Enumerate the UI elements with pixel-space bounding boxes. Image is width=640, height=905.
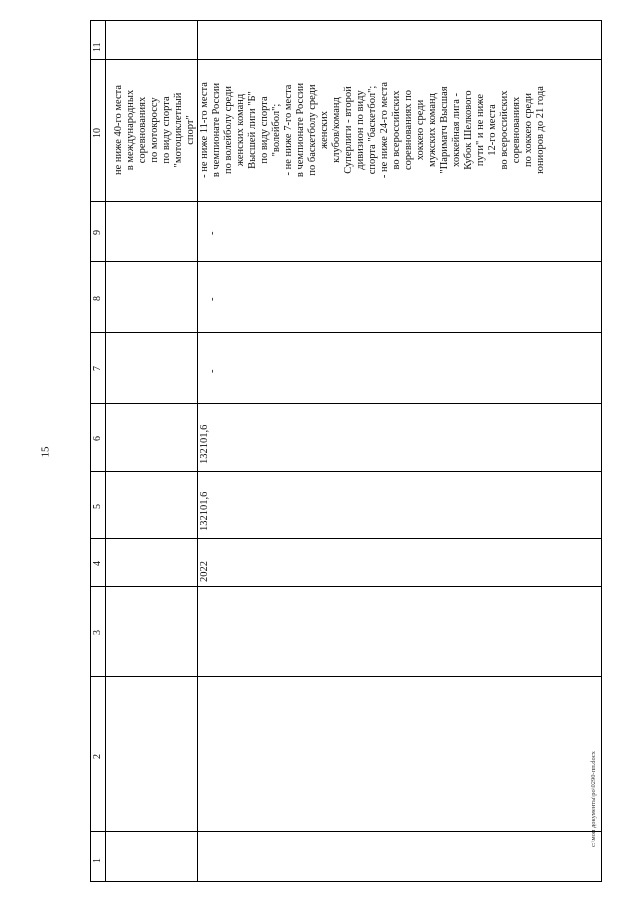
col-boundary-4-5: [91, 538, 601, 539]
page-number: 15: [39, 446, 52, 458]
col-header-10: 10: [92, 128, 103, 138]
col-header-11: 11: [92, 42, 103, 52]
footer-file-path: c:\мои документы\ро\0290-пп.docx: [590, 751, 597, 847]
row2-col4-year: 2022: [199, 561, 210, 582]
col-boundary-8-9: [91, 261, 601, 262]
row-divider: [197, 21, 198, 881]
col-boundary-6-7: [91, 403, 601, 404]
col-header-2: 2: [92, 754, 103, 759]
row2-col5-value: 132101,6: [199, 491, 210, 531]
col-header-7: 7: [92, 366, 103, 371]
col-header-9: 9: [92, 230, 103, 235]
row2-col6-value: 132101,6: [199, 424, 210, 464]
col-header-6: 6: [92, 436, 103, 441]
rotated-table: [90, 20, 602, 882]
row2-col8-dash: -: [207, 297, 218, 301]
col-header-8: 8: [92, 296, 103, 301]
col-boundary-9-10: [91, 201, 601, 202]
col-boundary-10-11: [91, 59, 601, 60]
col-header-1: 1: [92, 858, 103, 863]
row2-col7-dash: -: [207, 369, 218, 373]
col-boundary-1-2: [91, 831, 601, 832]
header-divider: [105, 21, 106, 881]
col-boundary-2-3: [91, 676, 601, 677]
row2-col10-text: - не ниже 11-го места в чемпионате России по волейболу среди женских команд Высшей лиги "Б" по виду спорта "волейбол"; - не ниже 7-го места в чемпионате России по баскетболу среди женских клубов/команд Суперлиги - второй дивизион по виду спорта "баскетбол"; - не ниже 24-го места во всероссийских соревнованиях по хоккею среди мужских команд "Париматч Высшая хоккейная лига - Кубок Шелкового пути" и не ниже 12-го места во всероссийских соревнованиях по хоккею среди юниоров до 21 года: [199, 81, 546, 179]
row2-col9-dash: -: [207, 231, 218, 235]
col-header-3: 3: [92, 630, 103, 635]
col-header-4: 4: [92, 561, 103, 566]
col-boundary-5-6: [91, 471, 601, 472]
col-boundary-3-4: [91, 586, 601, 587]
row1-col10-text: не ниже 40-го места в международных соревнованиях по мотокроссу по виду спорта "мотоциклетный спорт": [113, 84, 196, 176]
col-header-5: 5: [92, 504, 103, 509]
col-boundary-7-8: [91, 332, 601, 333]
